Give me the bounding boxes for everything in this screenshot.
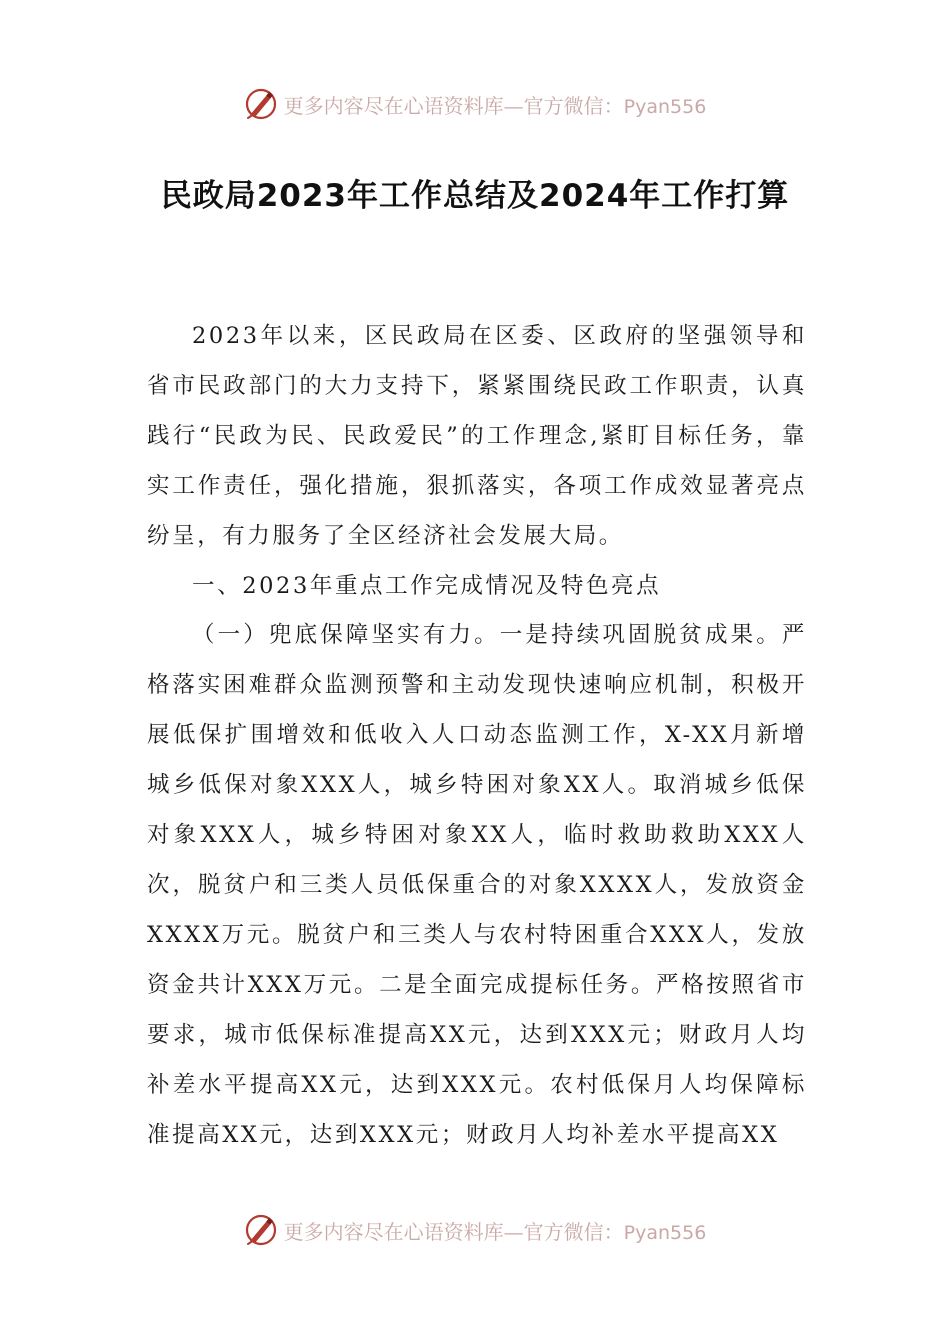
watermark-text: 更多内容尽在心语资料库—官方微信：Pyan556 <box>283 1219 707 1244</box>
pen-logo-icon <box>244 1213 278 1247</box>
paragraph-intro: 2023年以来，区民政局在区委、区政府的坚强领导和省市民政部门的大力支持下，紧紧围绕民政工作职责，认真践行“民政为民、民政爱民”的工作理念,紧盯目标任务，靠实工作责任，强化措施，狠抓落实，各项工作成效显著亮点纷呈，有力服务了全区经济社会发展大局。 <box>147 323 807 549</box>
footer-watermark <box>0 1210 950 1250</box>
section-heading: 一、2023年重点工作完成情况及特色亮点 <box>192 572 662 599</box>
document-title: 民政局2023年工作总结及2024年工作打算 <box>160 178 790 214</box>
header-watermark <box>0 84 950 124</box>
paragraph-section-1: （一）兜底保障坚实有力。一是持续巩固脱贫成果。严格落实困难群众监测预警和主动发现快速响应机制，积极开展低保扩围增效和低收入人口动态监测工作，X-XX月新增城乡低保对象XXX人，城乡特困对象XX人。取消城乡低保对象XXX人，城乡特困对象XX人，临时救助救助XXX人次，脱贫户和三类人员低保重合的对象XXXX人，发放资金XXXX万元。脱贫户和三类人与农村特困重合XXX人，发放资金共计XXX万元。二是全面完成提标任务。严格按照省市要求，城市低保标准提高XX元，达到XXX元；财政月人均补差水平提高XX元，达到XXX元。农村低保月人均保障标准提高XX元，达到XXX元；财政月人均补差水平提高XX <box>147 622 807 1148</box>
watermark-text: 更多内容尽在心语资料库—官方微信：Pyan556 <box>283 93 707 118</box>
document-body <box>147 312 807 1160</box>
pen-logo-icon <box>244 87 278 121</box>
